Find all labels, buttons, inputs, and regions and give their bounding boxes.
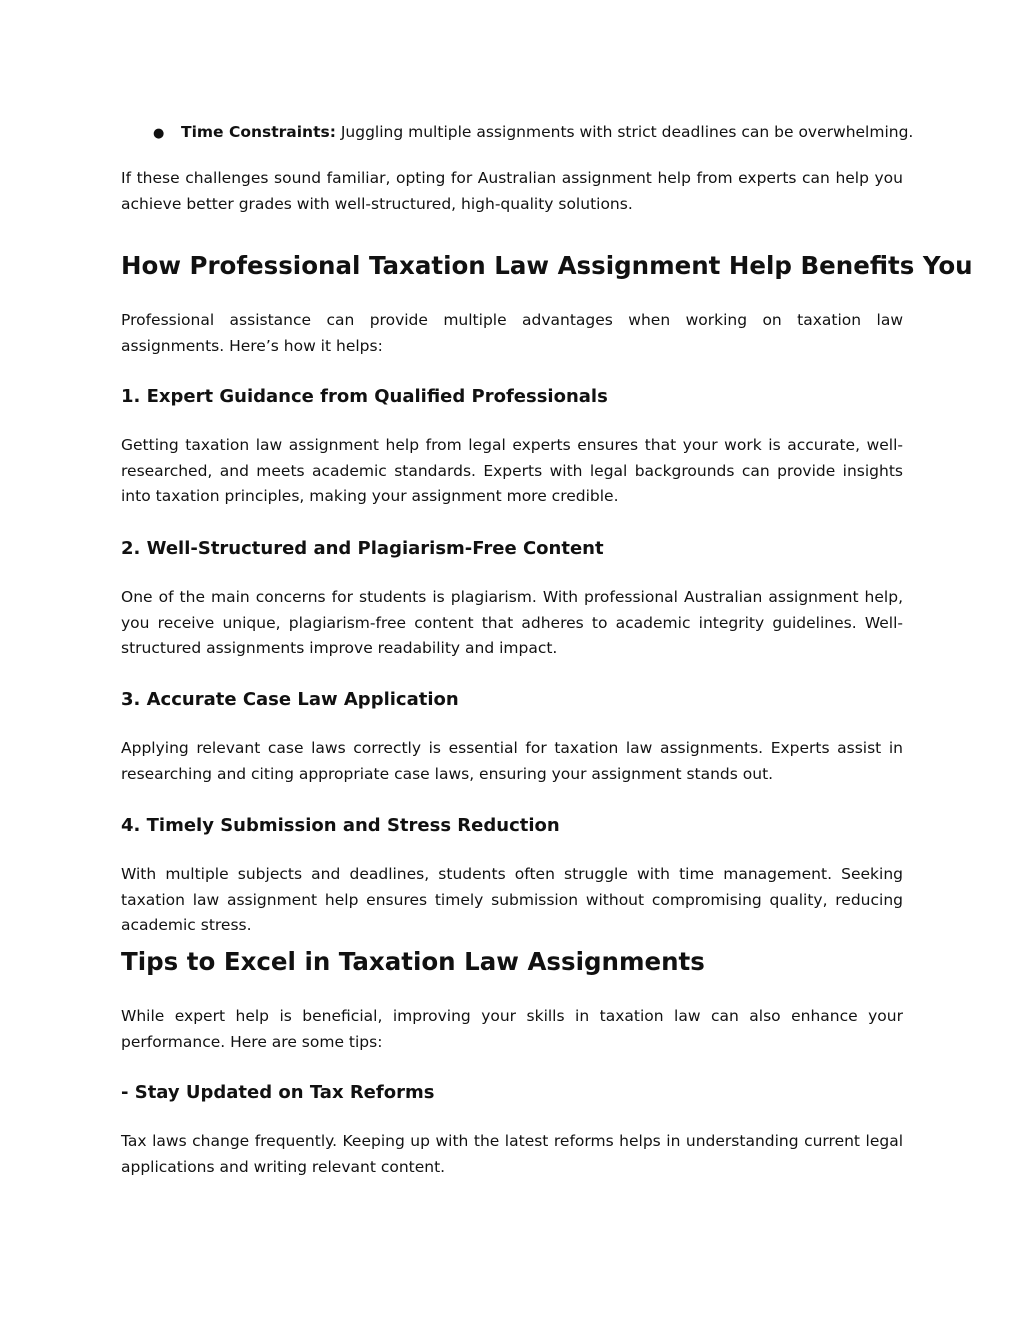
benefit-body-4: With multiple subjects and deadlines, students often struggle with time management. Seeking taxation law assignment help ensures timely submission without compromising quality, reducing academic stress. <box>121 865 903 935</box>
tip-heading-1: - Stay Updated on Tax Reforms <box>121 1082 435 1103</box>
tip-body-1: Tax laws change frequently. Keeping up with the latest reforms helps in understanding current legal applications and writing relevant content. <box>121 1132 903 1176</box>
section-heading-benefits: How Professional Taxation Law Assignment Help Benefits You <box>121 251 973 280</box>
bullet-marker-icon: ● <box>153 126 165 141</box>
tips-intro-paragraph: While expert help is beneficial, improving your skills in taxation law can also enhance your performance. Here are some tips: <box>121 1007 903 1051</box>
intro-paragraph: If these challenges sound familiar, opting for Australian assignment help from experts can help you achieve better grades with well-structured, high-quality solutions. <box>121 169 903 213</box>
benefit-heading-2: 2. Well-Structured and Plagiarism-Free Content <box>121 538 604 559</box>
benefits-intro-paragraph: Professional assistance can provide multiple advantages when working on taxation law assignments. Here’s how it helps: <box>121 311 903 355</box>
benefit-body-1: Getting taxation law assignment help from legal experts ensures that your work is accurate, well-researched, and meets academic standards. Experts with legal backgrounds can provide insights into taxation principles, making your assignment more credible. <box>121 436 903 506</box>
benefit-heading-1: 1. Expert Guidance from Qualified Professionals <box>121 386 608 407</box>
bullet-item-time-constraints <box>153 121 914 145</box>
bullet-label: Time Constraints: <box>181 123 336 141</box>
benefit-body-3: Applying relevant case laws correctly is essential for taxation law assignments. Experts assist in researching and citing appropriate case laws, ensuring your assignment stands out. <box>121 739 903 783</box>
benefit-heading-4: 4. Timely Submission and Stress Reduction <box>121 815 560 836</box>
bullet-text: Juggling multiple assignments with strict deadlines can be overwhelming. <box>335 123 914 141</box>
section-heading-tips: Tips to Excel in Taxation Law Assignments <box>121 947 705 976</box>
benefit-heading-3: 3. Accurate Case Law Application <box>121 689 459 710</box>
benefit-body-2: One of the main concerns for students is plagiarism. With professional Australian assignment help, you receive unique, plagiarism-free content that adheres to academic integrity guidelines. Well-structured assignments improve readability and impact. <box>121 588 903 658</box>
